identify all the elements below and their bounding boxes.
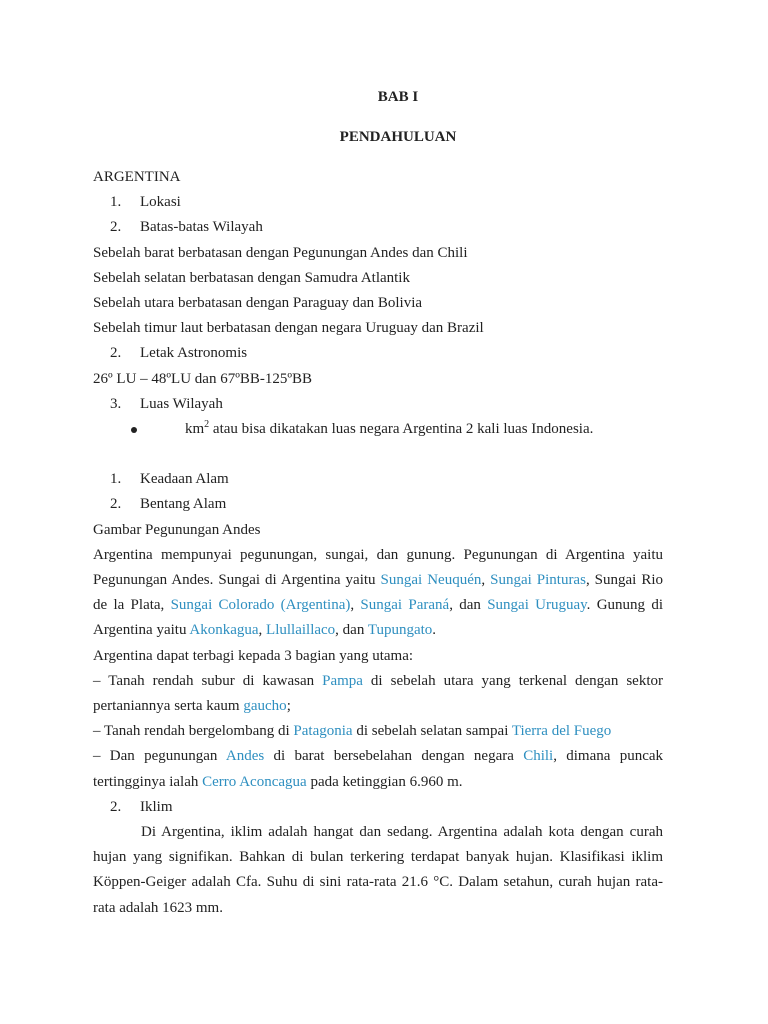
paragraph-text: – Dan pegunungan [93,748,226,765]
link-tierra-del-fuego[interactable]: Tierra del Fuego [511,723,612,740]
border-line: Sebelah barat berbatasan dengan Pegunungan Andes dan Chili [93,244,468,261]
image-caption: Gambar Pegunungan Andes [93,521,261,538]
list-item [93,795,663,820]
paragraph-text: , dan [449,597,488,614]
country-heading: ARGENTINA [93,169,181,185]
list-item [93,467,663,492]
list-number: 1. [110,194,122,211]
blank-line [93,442,663,467]
list-label: Batas-batas Wilayah [140,219,263,236]
list-label: Luas Wilayah [140,395,223,412]
paragraph-text: di sebelah utara yang terkenal dengan sektor pertaniannya serta kaum [93,672,663,715]
link-sungai-uruguay[interactable]: Sungai Uruguay [487,597,587,614]
border-line: Sebelah utara berbatasan dengan Paraguay dan Bolivia [93,295,423,312]
region-item [93,719,663,744]
list-number: 2. [110,219,122,236]
paragraph-text: , [350,597,361,614]
link-pampa[interactable]: Pampa [322,672,363,689]
paragraph-text: – Tanah rendah subur di kawasan [93,672,323,689]
region-item [93,744,663,794]
paragraph-text: , [258,622,267,639]
link-patagonia[interactable]: Patagonia [293,723,353,740]
climate-paragraph: Di Argentina, iklim adalah hangat dan sedang. Argentina adalah kota dengan curah hujan yang signifikan. Bahkan di bulan terkering terdapat banyak hujan. Klasifikasi iklim Köppen-Geiger adalah Cfa. Suhu di sini rata-rata 21.6 °C. Dalam setahun, curah hujan rata-rata adalah 1623 mm. [93,824,663,916]
region-item [93,669,663,719]
border-line: Sebelah timur laut berbatasan dengan negara Uruguay dan Brazil [93,320,484,337]
list-label: Letak Astronomis [140,345,248,362]
list-item [93,215,663,240]
astronomic-coordinates: 26º LU – 48ºLU dan 67ºBB-125ºBB [93,370,313,387]
link-cerro-aconcagua[interactable]: Cerro Aconcagua [202,773,307,790]
paragraph-text: . Gunung di Argentina yaitu [93,597,663,639]
paragraph-text: di barat bersebelahan dengan negara [264,748,524,765]
paragraph-text: , [481,572,491,589]
list-item [93,392,663,417]
document-body [93,85,663,921]
paragraph-text: ; [286,698,291,715]
list-item [93,190,663,215]
paragraph-text: – Tanah rendah bergelombang di [93,723,294,740]
list-label: Keadaan Alam [140,471,229,488]
paragraph-text: di sebelah selatan sampai [352,723,512,740]
paragraph-text: , Sungai Rio de la Plata, [93,572,664,614]
regions-intro: Argentina dapat terbagi kepada 3 bagian yang utama: [93,647,414,664]
link-akonkagua[interactable]: Akonkagua [189,622,259,639]
link-gaucho[interactable]: gaucho [243,698,287,715]
bullet-item [93,417,663,442]
chapter-label: BAB I [377,89,419,105]
link-sungai-colorado[interactable]: Sungai Colorado (Argentina) [170,597,351,614]
link-andes[interactable]: Andes [225,748,265,765]
paragraph-text: Argentina mempunyai pegunungan, sungai, dan gunung. Pegunungan di Argentina yaitu Pegunungan Andes. Sungai di Argentina yaitu [93,546,663,589]
list-label: Bentang Alam [140,496,227,513]
list-number: 3. [110,395,122,412]
area-unit-exponent: 2 [204,419,210,431]
link-llullaillaco[interactable]: Llullaillaco [266,622,336,639]
bullet-dot-icon [131,427,137,433]
list-label: Lokasi [140,194,181,211]
landform-paragraph [93,543,663,644]
link-tupungato[interactable]: Tupungato [367,622,433,639]
list-number: 1. [110,471,122,488]
chapter-title: PENDAHULUAN [339,129,457,145]
list-number: 2. [110,345,122,362]
paragraph-text: , dan [335,622,368,639]
paragraph-text: pada ketinggian 6.960 m. [306,773,463,790]
list-number: 2. [110,496,122,513]
link-chili[interactable]: Chili [523,748,554,765]
list-number: 2. [110,798,122,815]
link-sungai-parana[interactable]: Sungai Paraná [360,597,450,614]
paragraph-text: , dimana puncak tertingginya ialah [93,748,664,790]
border-line: Sebelah selatan berbatasan dengan Samudra Atlantik [93,269,410,286]
list-item [93,341,663,366]
list-item [93,492,663,517]
link-sungai-pinturas[interactable]: Sungai Pinturas [490,572,586,589]
list-label: Iklim [140,798,173,815]
paragraph-text: . [432,622,437,639]
link-sungai-neuquen[interactable]: Sungai Neuquén [380,572,482,589]
area-text: atau bisa dikatakan luas negara Argentina 2 kali luas Indonesia. [209,421,594,438]
area-unit: km [185,421,205,438]
